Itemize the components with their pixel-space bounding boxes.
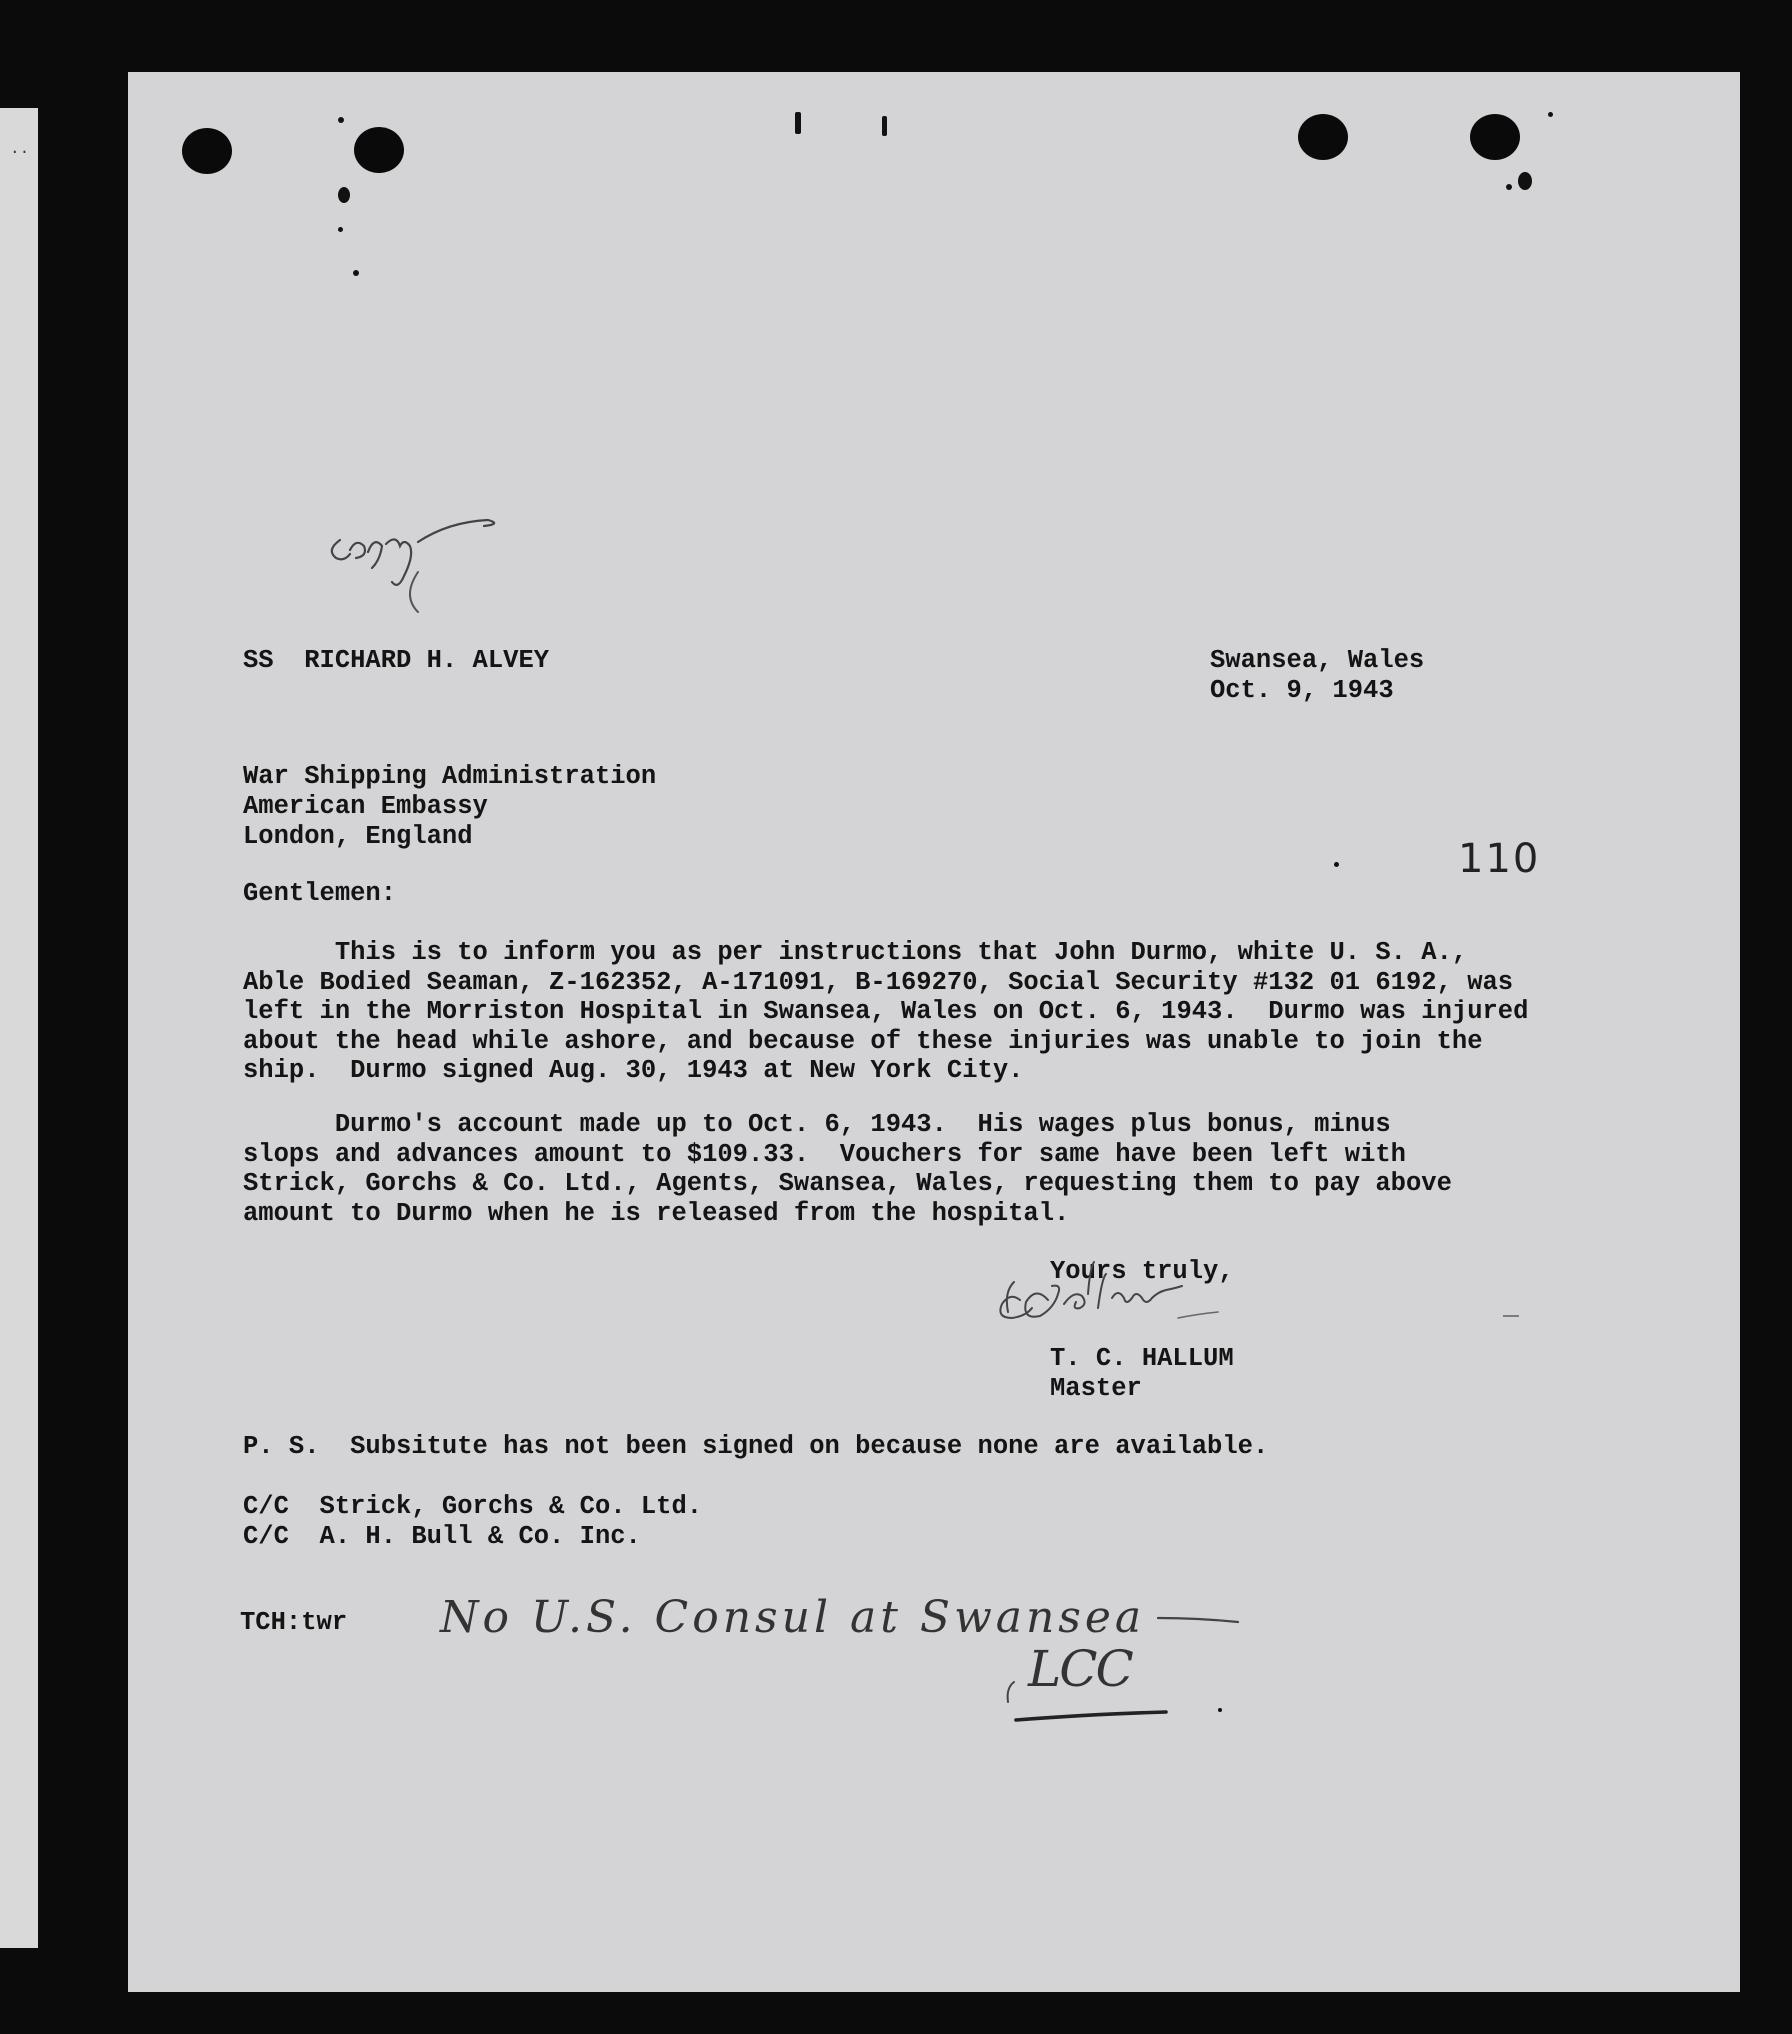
letter-page <box>128 72 1740 1992</box>
body-line: left in the Morriston Hospital in Swansea, Wales on Oct. 6, 1943. Durmo was injured <box>243 997 1529 1027</box>
valediction: Yours truly, <box>1050 1257 1234 1286</box>
document-number: 110 <box>1458 836 1541 882</box>
signer-name: T. C. HALLUM <box>1050 1344 1234 1373</box>
initials-underline <box>128 72 1740 1992</box>
body-line: Able Bodied Seaman, Z-162352, A-171091, B-169270, Social Security #132 01 6192, was <box>243 967 1514 997</box>
signer-title: Master <box>1050 1374 1142 1403</box>
handwritten-initials: LCC <box>1028 1640 1132 1698</box>
adjacent-page-edge <box>0 108 38 1948</box>
postscript: P. S. Subsitute has not been signed on because none are available. <box>243 1432 1269 1461</box>
body-line: amount to Durmo when he is released from the hospital. <box>243 1198 1070 1228</box>
recipient-line-1: War Shipping Administration <box>243 762 657 791</box>
carbon-copy-1: C/C Strick, Gorchs & Co. Ltd. <box>243 1492 703 1521</box>
salutation: Gentlemen: <box>243 879 397 908</box>
place: Swansea, Wales <box>1210 646 1425 675</box>
body-line: ship. Durmo signed Aug. 30, 1943 at New York City. <box>243 1056 1024 1086</box>
body-line: about the head while ashore, and because of these injuries was unable to join the <box>243 1026 1483 1056</box>
handwritten-note: No U.S. Consul at Swansea <box>440 1592 1146 1643</box>
recipient-line-3: London, England <box>243 822 473 851</box>
carbon-copy-2: C/C A. H. Bull & Co. Inc. <box>243 1522 641 1551</box>
body-line: This is to inform you as per instructions that John Durmo, white U. S. A., <box>243 938 1468 967</box>
recipient-line-2: American Embassy <box>243 792 488 821</box>
letter-date: Oct. 9, 1943 <box>1210 676 1394 705</box>
body-line: Durmo's account made up to Oct. 6, 1943. His wages plus bonus, minus <box>243 1110 1391 1139</box>
reference-initials: TCH:twr <box>240 1608 348 1637</box>
ink-speck <box>1218 1708 1222 1712</box>
body-line: slops and advances amount to $109.33. Vouchers for same have been left with <box>243 1139 1406 1169</box>
ship-name: SS RICHARD H. ALVEY <box>243 646 550 675</box>
body-line: Strick, Gorchs & Co. Ltd., Agents, Swansea, Wales, requesting them to pay above <box>243 1169 1452 1199</box>
adjacent-page-mark: ·· <box>10 143 30 161</box>
